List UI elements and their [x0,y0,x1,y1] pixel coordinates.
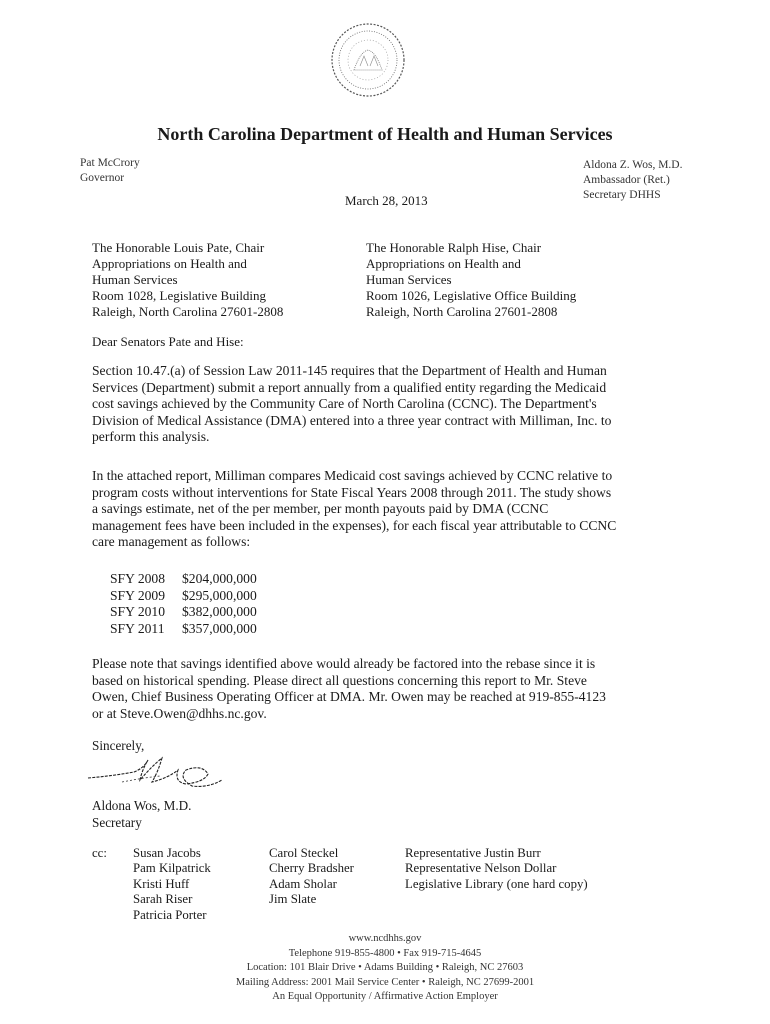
savings-amount: $357,000,000 [182,620,257,636]
state-seal-image [330,22,406,98]
governor-block [80,156,140,186]
recipient-address-1 [92,240,283,320]
cc-recipient: Pam Kilpatrick [133,861,211,876]
savings-row [110,621,257,638]
address-line: Appropriations on Health and [366,256,521,271]
cc-column-2 [269,846,354,908]
paragraph-line: or at Steve.Owen@dhhs.nc.gov. [92,705,267,721]
paragraph-line: Services (Department) submit a report annually from a qualified entity regarding the Medicaid [92,379,607,395]
footer-location: Location: 101 Blair Drive • Adams Building • Raleigh, NC 27603 [246,962,524,974]
paragraph-line: program costs without interventions for State Fiscal Years 2008 through 2011. The study shows [92,484,612,500]
secretary-title: Secretary DHHS [583,189,661,201]
cc-column-1 [133,846,211,923]
cc-recipient: Cherry Bradsher [269,861,354,876]
address-line: Appropriations on Health and [92,256,247,271]
cc-recipient: Carol Steckel [269,846,339,860]
address-line: Room 1026, Legislative Office Building [366,288,577,303]
paragraph-line: based on historical spending. Please direct all questions concerning this report to Mr. Steve [92,672,587,688]
cc-recipient: Representative Nelson Dollar [405,861,557,876]
secretary-name: Aldona Z. Wos, M.D. [583,159,683,171]
cc-recipient: Jim Slate [269,892,317,907]
salutation: Dear Senators Pate and Hise: [92,334,244,349]
savings-row [110,588,257,605]
address-line: Raleigh, North Carolina 27601-2808 [92,304,284,319]
paragraph-line: Section 10.47.(a) of Session Law 2011-145 requires that the Department of Health and Human [92,363,607,378]
paragraph-line: care management as follows: [92,534,251,550]
savings-year: SFY 2010 [110,604,166,620]
secretary-rank: Ambassador (Ret.) [583,174,670,186]
savings-year: SFY 2009 [110,587,166,603]
address-line: The Honorable Louis Pate, Chair [92,240,265,255]
closing: Sincerely, [92,738,145,753]
cc-column-3 [405,846,588,892]
governor-name: Pat McCrory [80,157,140,169]
savings-amount: $382,000,000 [182,604,257,620]
paragraph-3 [92,656,682,722]
signer-name: Aldona Wos, M.D. [92,798,192,813]
signer-block [92,797,191,831]
cc-recipient: Susan Jacobs [133,846,201,860]
savings-row [110,604,257,621]
footer-website: www.ncdhhs.gov [348,933,422,944]
signature-image [82,748,232,796]
savings-year: SFY 2011 [110,620,165,636]
department-title: North Carolina Department of Health and Human Services [157,124,613,144]
paragraph-line: Owen, Chief Business Operating Officer at DMA. Mr. Owen may be reached at 919-855-4123 [92,689,606,705]
letter-date: March 28, 2013 [345,193,428,208]
footer-eeo: An Equal Opportunity / Affirmative Action Employer [272,991,498,1003]
paragraph-line: Please note that savings identified above would already be factored into the rebase since it is [92,656,596,671]
cc-recipient: Sarah Riser [133,892,193,907]
cc-recipient: Adam Sholar [269,876,337,891]
paragraph-line: a savings estimate, net of the per member, per month payouts paid by DMA (CCNC [92,501,549,517]
paragraph-line: perform this analysis. [92,429,210,445]
paragraph-line: cost savings achieved by the Community Care of North Carolina (CCNC). The Department's [92,396,597,412]
savings-row [110,571,257,588]
savings-amount: $295,000,000 [182,587,257,603]
address-line: Room 1028, Legislative Building [92,288,267,303]
cc-recipient: Legislative Library (one hard copy) [405,876,588,891]
cc-label: cc: [92,846,107,860]
cc-recipient: Patricia Porter [133,907,207,922]
address-line: Raleigh, North Carolina 27601-2808 [366,304,558,319]
address-line: Human Services [366,272,452,287]
cc-recipient: Representative Justin Burr [405,846,541,860]
savings-year: SFY 2008 [110,571,166,586]
cc-recipient: Kristi Huff [133,876,190,891]
paragraph-line: Division of Medical Assistance (DMA) entered into a three year contract with Milliman, Inc. to [92,412,612,428]
footer-phone: Telephone 919-855-4800 • Fax 919-715-4645 [288,947,482,959]
address-line: Human Services [92,272,178,287]
letterhead-footer [0,932,770,1005]
governor-title: Governor [80,172,125,184]
paragraph-1 [92,363,682,446]
address-line: The Honorable Ralph Hise, Chair [366,240,542,255]
recipient-address-2 [366,240,576,320]
paragraph-2 [92,468,682,551]
savings-list [110,571,257,637]
savings-amount: $204,000,000 [182,571,257,586]
footer-mailing: Mailing Address: 2001 Mail Service Center • Raleigh, NC 27699-2001 [235,976,535,988]
secretary-block [583,158,683,203]
paragraph-line: In the attached report, Milliman compares Medicaid cost savings achieved by CCNC relative to [92,468,613,483]
signer-title: Secretary [92,815,142,830]
paragraph-line: management fees have been included in the expenses), for each fiscal year attributable to CCNC [92,517,617,533]
